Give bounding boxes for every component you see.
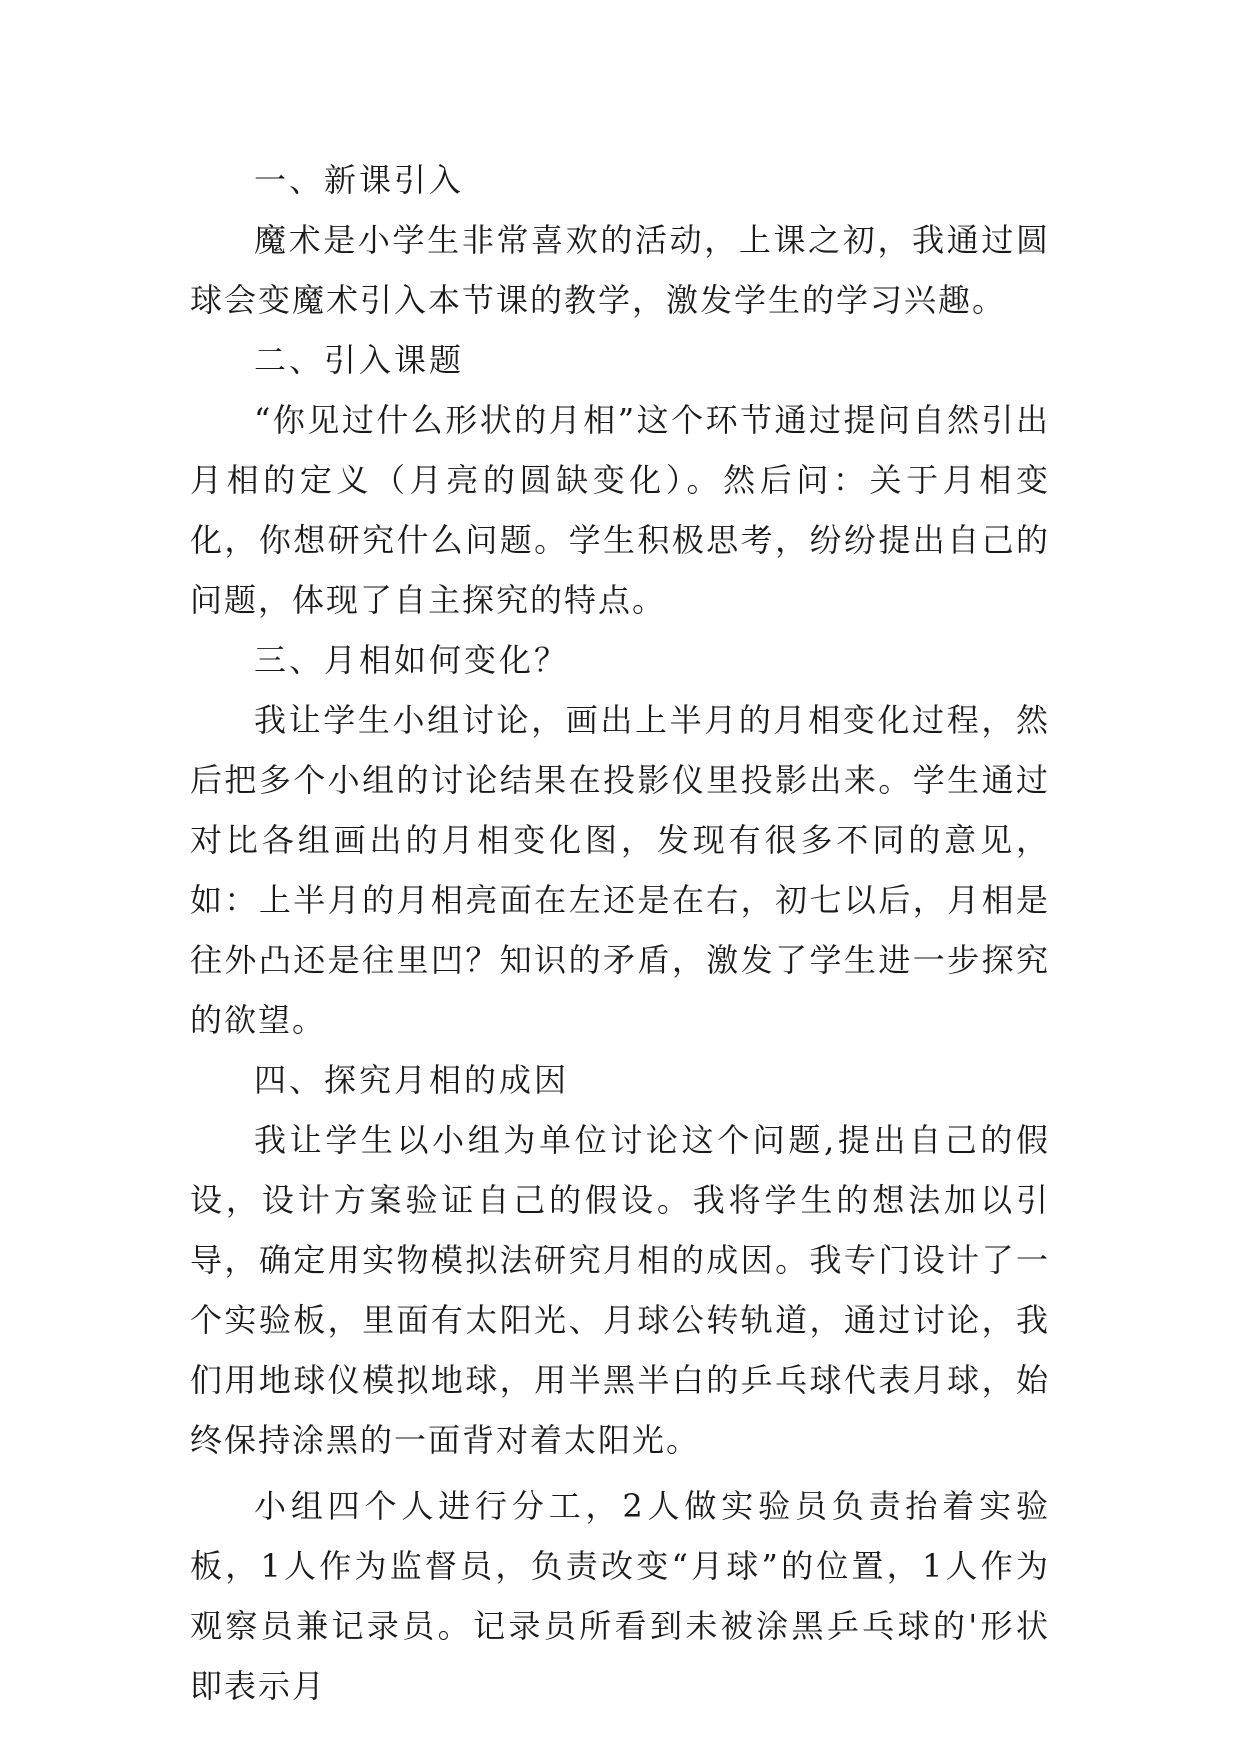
paragraph-cause-2: 小组四个人进行分工，2人做实验员负责抬着实验板，1人作为监督员，负责改变“月球”的位置，1人作为观察员兼记录员。记录员所看到未被涂黑乒乓球的'形状即表示月 [190, 1487, 1050, 1705]
paragraph-topic: “你见过什么形状的月相”这个环节通过提问自然引出月相的定义（月亮的圆缺变化）。然后问：关于月相变化，你想研究什么问题。学生积极思考，纷纷提出自己的问题，体现了自主探究的特点。 [190, 401, 1050, 619]
paragraph-change: 我让学生小组讨论，画出上半月的月相变化过程，然后把多个小组的讨论结果在投影仪里投影出来。学生通过对比各组画出的月相变化图，发现有很多不同的意见，如：上半月的月相亮面在左还是在右，初七以后，月相是往外凸还是往里凹？知识的矛盾，激发了学生进一步探究的欲望。 [190, 701, 1050, 1039]
section-heading-change: 三、月相如何变化？ [254, 641, 570, 679]
document-body [190, 150, 1050, 1716]
paragraph-cause-1: 我让学生以小组为单位讨论这个问题,提出自己的假设，设计方案验证自己的假设。我将学生的想法加以引导，确定用实物模拟法研究月相的成因。我专门设计了一个实验板，里面有太阳光、月球公转轨道，通过讨论，我们用地球仪模拟地球，用半黑半白的乒乓球代表月球，始终保持涂黑的一面背对着太阳光。 [190, 1121, 1050, 1459]
section-heading-cause: 四、探究月相的成因 [254, 1061, 570, 1099]
section-heading-topic: 二、引入课题 [254, 341, 465, 379]
section-heading-intro: 一、新课引入 [254, 161, 465, 199]
paragraph-intro: 魔术是小学生非常喜欢的活动，上课之初，我通过圆球会变魔术引入本节课的教学，激发学生的学习兴趣。 [190, 221, 1050, 319]
